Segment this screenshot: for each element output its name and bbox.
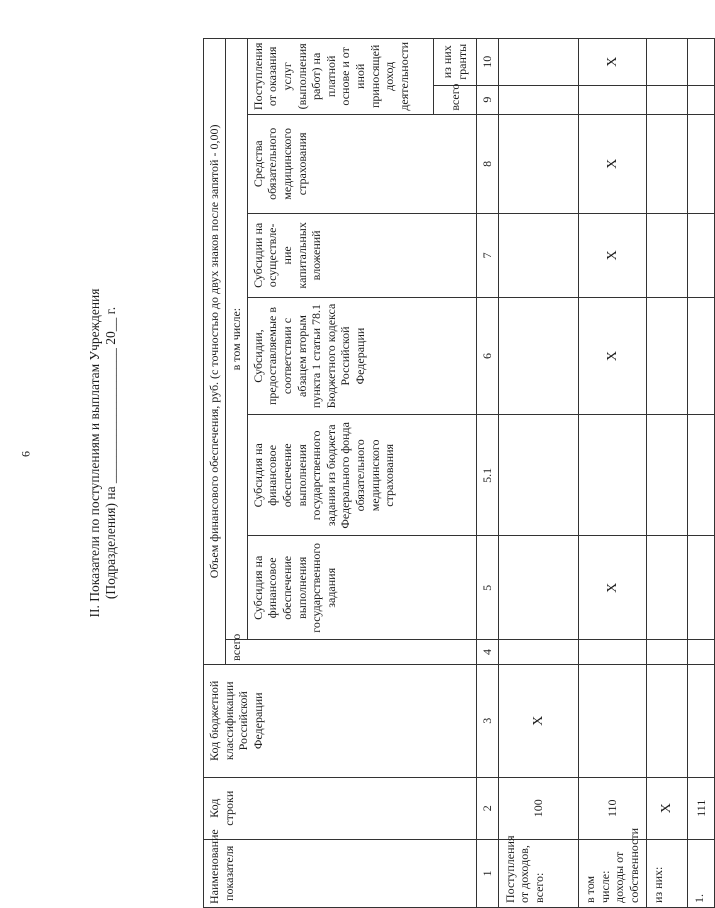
row-col-7 [687, 213, 714, 297]
header-paid-total: всего [434, 85, 476, 114]
colnum-3: 3 [476, 664, 498, 777]
row-code: 100 [498, 777, 579, 839]
row-col-5-1 [498, 415, 579, 536]
row-budget-code [647, 664, 687, 777]
header-total: всего [225, 640, 476, 665]
header-oms-funds: Средства обязательного медицинского страхования [247, 114, 476, 213]
row-total [687, 640, 714, 665]
row-col-6 [647, 297, 687, 415]
table-row [687, 39, 714, 908]
colnum-10: 10 [476, 39, 498, 86]
row-col-6 [498, 297, 579, 415]
row-col-5: X [579, 536, 647, 640]
header-indicator: Наименование показателя [204, 839, 477, 907]
row-name: Поступления от доходов, всего: [498, 839, 579, 907]
row-col-10 [647, 39, 687, 86]
row-code: 111 [687, 777, 714, 839]
row-name: из них: [647, 839, 687, 907]
row-col-7 [647, 213, 687, 297]
rotated-table-sheet [203, 38, 715, 908]
colnum-5: 5 [476, 536, 498, 640]
row-code: X [647, 777, 687, 839]
row-col-5-1 [579, 415, 647, 536]
page-number: 6 [18, 451, 33, 457]
table-row [579, 39, 647, 908]
section-subtitle: (Подразделения) на ____________________ 20__ г. [103, 306, 118, 600]
row-name: в том числе: доходы от собственности [579, 839, 647, 907]
header-including: в том числе: [225, 39, 247, 640]
row-col-9 [687, 85, 714, 114]
header-grants: из них гранты [434, 39, 476, 86]
row-col-7 [498, 213, 579, 297]
row-col-5-1 [687, 415, 714, 536]
row-col-10 [498, 39, 579, 86]
row-col-8 [498, 114, 579, 213]
row-total [647, 640, 687, 665]
row-col-8: X [579, 114, 647, 213]
colnum-6: 6 [476, 297, 498, 415]
row-budget-code [579, 664, 647, 777]
row-col-6: X [579, 297, 647, 415]
header-volume: Объем финансового обеспечения, руб. (с точностью до двух знаков после запятой - 0,00) [204, 39, 226, 665]
colnum-8: 8 [476, 114, 498, 213]
row-col-5 [647, 536, 687, 640]
row-col-10 [687, 39, 714, 86]
row-col-5-1 [647, 415, 687, 536]
row-total [498, 640, 579, 665]
row-col-8 [687, 114, 714, 213]
row-col-5 [498, 536, 579, 640]
row-col-7: X [579, 213, 647, 297]
header-subsidy-state-task: Субсидия на финансовое обеспечение выполнения государственного задания [247, 536, 476, 640]
header-subsidy-bk78: Субсидии, предоставляемые в соответствии с абзацем вторым пункта 1 статьи 78.1 Бюджетного кодекса Российской Федерации [247, 297, 476, 415]
row-col-8 [647, 114, 687, 213]
colnum-9: 9 [476, 85, 498, 114]
table-row [498, 39, 579, 908]
header-budget-code: Код бюджетной классификации Российской Федерации [204, 664, 477, 777]
receipts-payments-table [203, 38, 715, 908]
header-paid-services: Поступления от оказания услуг (выполнения работ) на платной основе и от иной приносящей доход деятельности [247, 39, 434, 115]
table-row [647, 39, 687, 908]
row-budget-code [687, 664, 714, 777]
row-col-6 [687, 297, 714, 415]
row-col-9 [647, 85, 687, 114]
row-col-9 [498, 85, 579, 114]
colnum-4: 4 [476, 640, 498, 665]
colnum-5-1: 5.1 [476, 415, 498, 536]
colnum-1: 1 [476, 839, 498, 907]
colnum-7: 7 [476, 213, 498, 297]
row-name: 1. [687, 839, 714, 907]
row-budget-code: X [498, 664, 579, 777]
header-subsidy-ffoms: Субсидия на финансовое обеспечение выполнения государственного задания из бюджета Федерального фонда обязательного медицинского страхования [247, 415, 476, 536]
row-total [579, 640, 647, 665]
row-col-10: X [579, 39, 647, 86]
row-col-9 [579, 85, 647, 114]
row-code: 110 [579, 777, 647, 839]
section-title: II. Показатели по поступлениям и выплатам Учреждения [87, 288, 102, 618]
header-row-code: Код строки [204, 777, 477, 839]
colnum-2: 2 [476, 777, 498, 839]
header-subsidy-capital: Субсидии на осуществле-ние капитальных вложений [247, 213, 476, 297]
row-col-5 [687, 536, 714, 640]
